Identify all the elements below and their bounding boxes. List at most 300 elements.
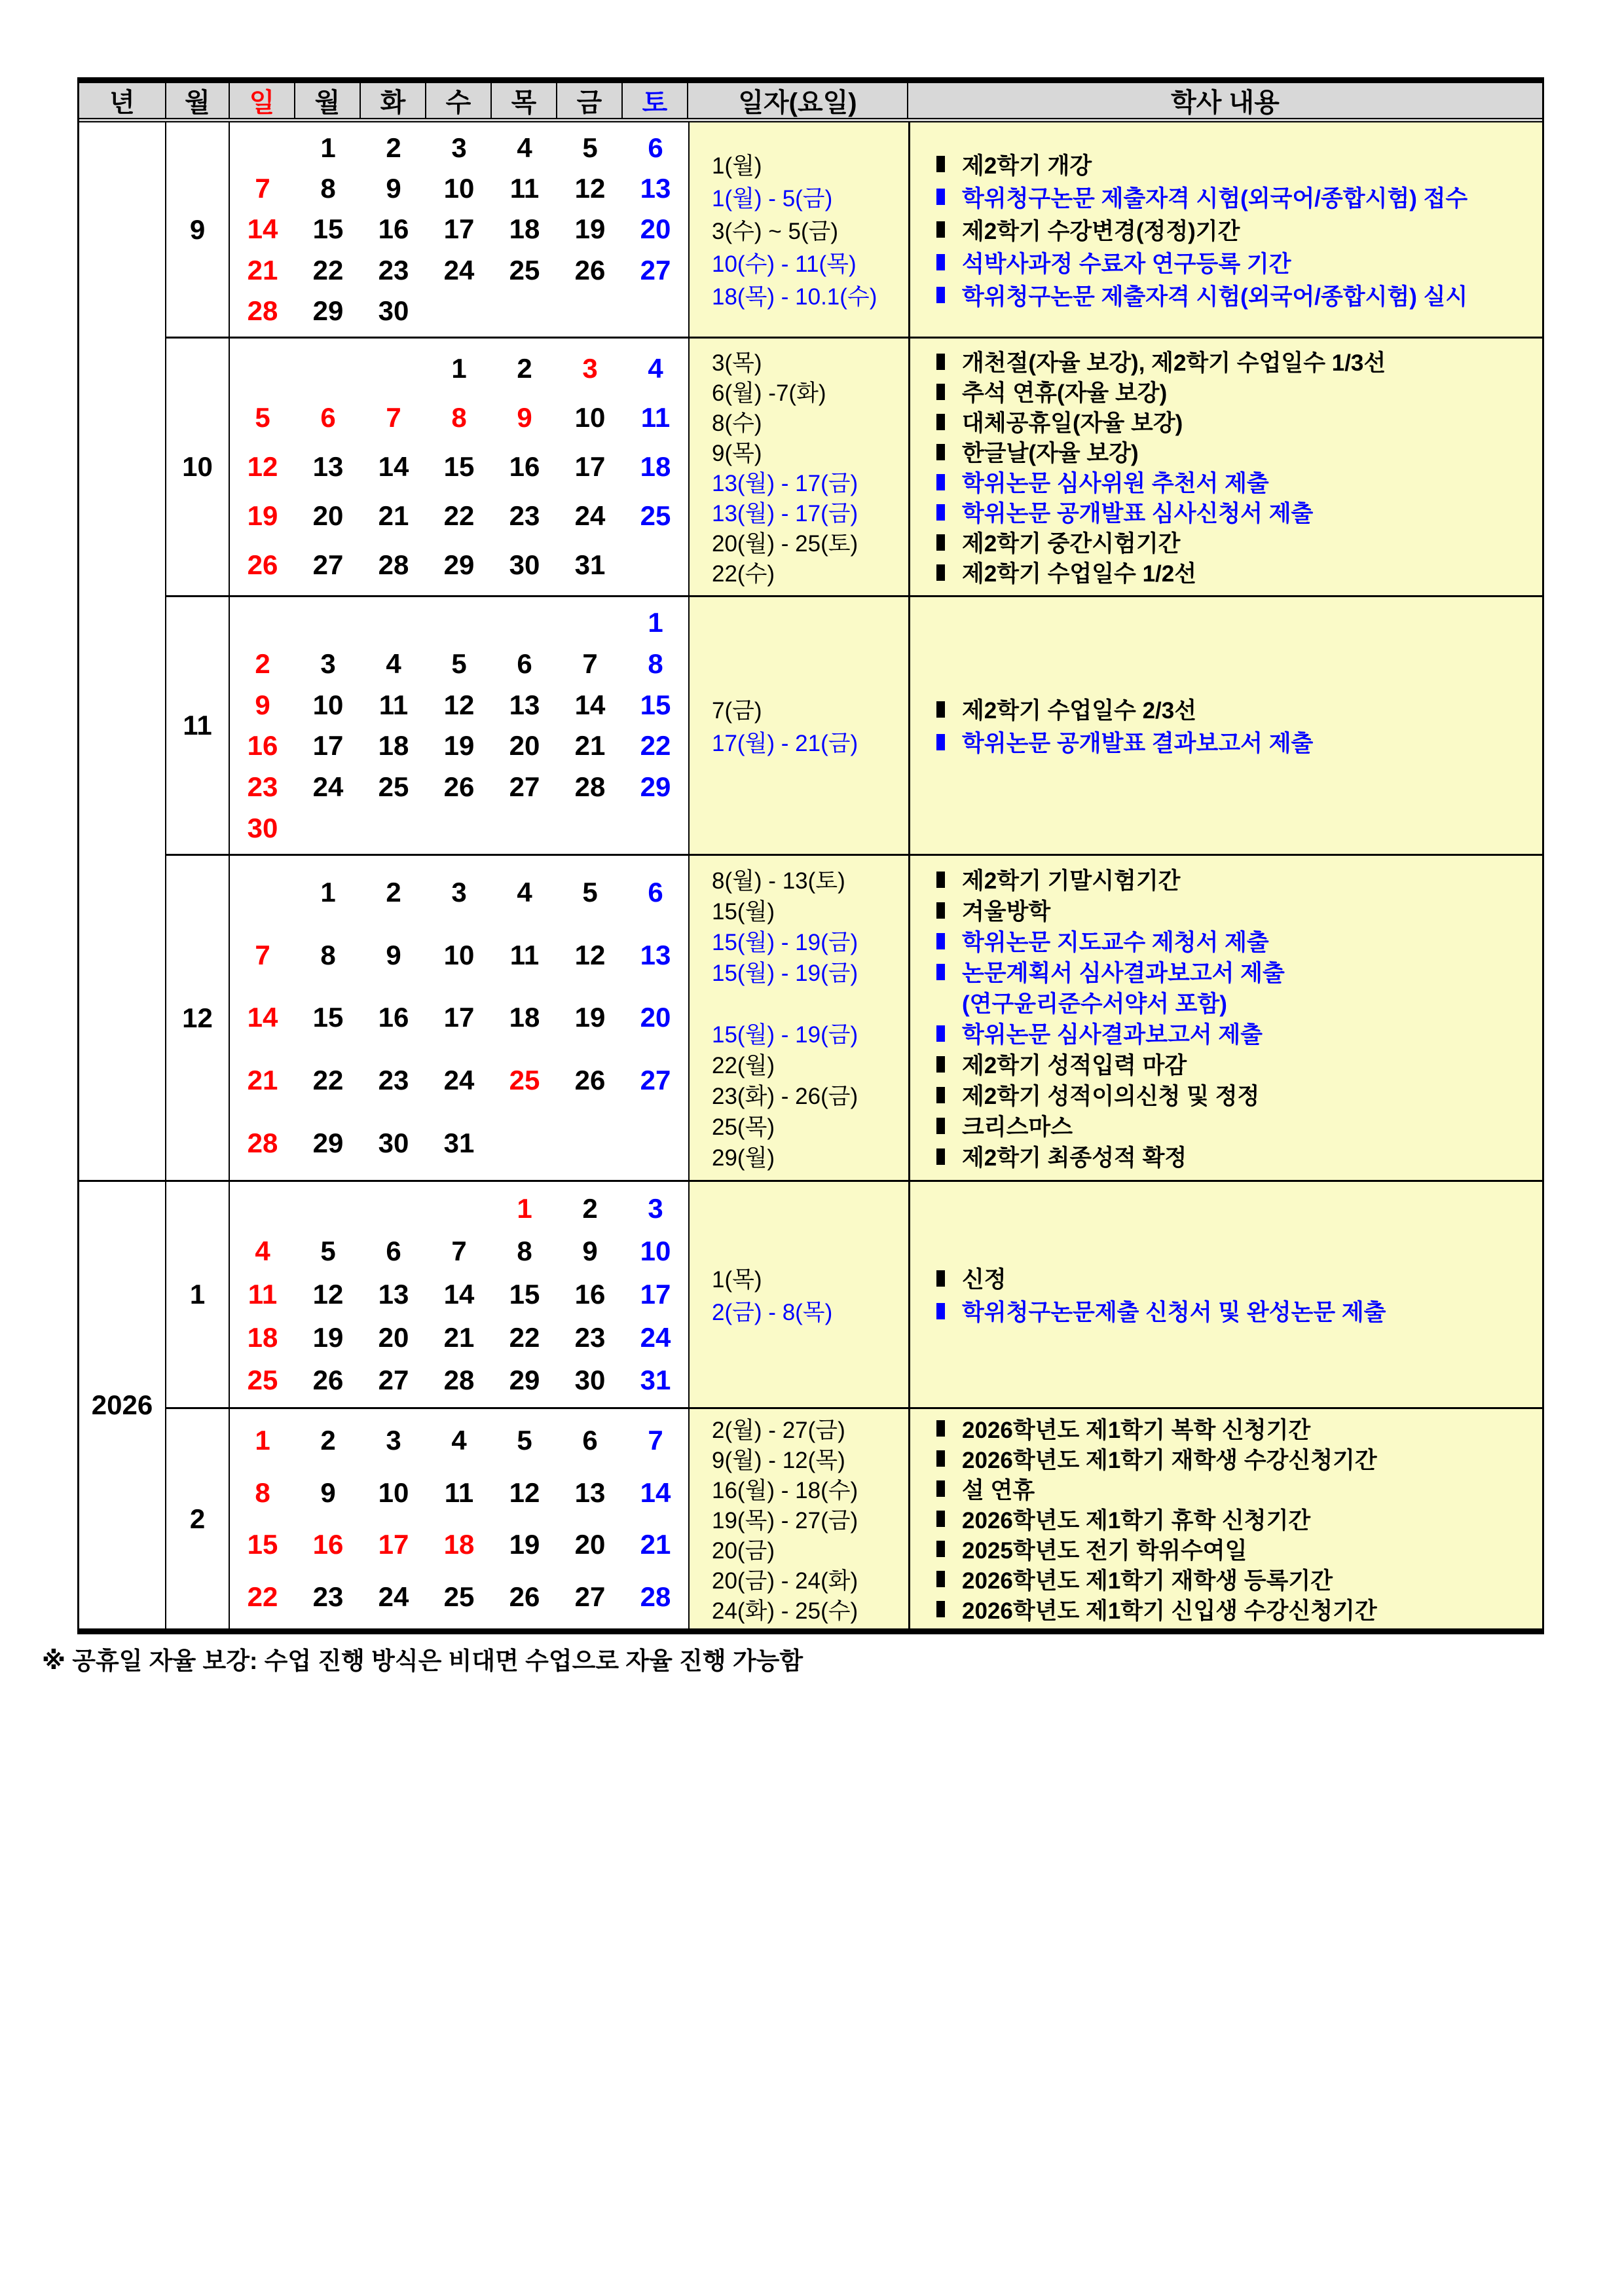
header-friday: 금 <box>557 83 623 118</box>
calendar-day: 11 <box>640 401 671 433</box>
event-text-label: 학위청구논문 제출자격 시험(외국어/종합시험) 접수 <box>962 185 1468 211</box>
calendar-day: 4 <box>648 352 663 384</box>
calendar-day: 12 <box>574 939 606 970</box>
calendar-week <box>230 814 688 843</box>
calendar-day: 5 <box>451 648 467 679</box>
month-label: 12 <box>166 856 230 1180</box>
calendar-day-empty <box>230 134 295 162</box>
event-row <box>690 1141 1542 1172</box>
calendar-day: 20 <box>640 1002 671 1033</box>
calendar-week <box>230 134 688 162</box>
calendar-day: 2 <box>517 352 532 384</box>
calendar-day: 6 <box>648 132 663 164</box>
event-row <box>690 725 1542 758</box>
year-column <box>79 122 166 1628</box>
months-column <box>166 122 1542 1628</box>
calendar-day: 27 <box>312 549 344 581</box>
calendar-week <box>230 731 688 760</box>
event-date: 10(수) - 11(목) <box>712 251 857 277</box>
event-text <box>910 1412 1310 1445</box>
calendar-day: 24 <box>443 1065 475 1096</box>
calendar-day: 4 <box>451 1424 467 1456</box>
event-row <box>690 148 1542 181</box>
calendar-day: 3 <box>320 648 336 679</box>
calendar-day: 20 <box>640 213 671 245</box>
calendar-day: 13 <box>640 939 671 970</box>
event-date: 22(월) <box>712 1053 775 1078</box>
calendar-day: 28 <box>247 1128 278 1159</box>
event-text <box>910 1294 1386 1327</box>
event-row <box>690 1080 1542 1111</box>
bullet-icon <box>936 701 945 718</box>
bullet-icon <box>936 1303 945 1319</box>
event-text-label: 학위논문 공개발표 심사신청서 제출 <box>962 501 1314 526</box>
event-date: 15(월) - 19(금) <box>712 961 858 986</box>
calendar-day: 8 <box>320 173 336 204</box>
calendar-day: 19 <box>247 500 278 532</box>
event-text <box>910 955 1285 988</box>
bullet-icon <box>936 1450 945 1467</box>
header-month: 월 <box>166 83 230 118</box>
event-text <box>910 986 1227 1019</box>
event-row <box>690 926 1542 957</box>
calendar-day: 9 <box>255 689 270 720</box>
calendar-day: 29 <box>312 1128 344 1159</box>
calendar-day: 21 <box>247 254 278 285</box>
calendar-day: 30 <box>378 295 409 326</box>
calendar-day: 1 <box>320 132 336 164</box>
calendar-day: 13 <box>574 1477 606 1508</box>
calendar-week <box>230 941 688 970</box>
bullet-icon <box>936 564 945 581</box>
header-tuesday: 화 <box>361 83 426 118</box>
calendar-day: 22 <box>312 1065 344 1096</box>
calendar-day: 7 <box>582 648 598 679</box>
calendar-day: 25 <box>443 1581 475 1613</box>
event-row <box>690 437 1542 467</box>
calendar-day: 31 <box>574 549 606 581</box>
calendar-week <box>230 1066 688 1095</box>
event-text <box>910 526 1180 559</box>
calendar-grid <box>230 122 688 337</box>
calendar-day: 23 <box>574 1321 606 1353</box>
calendar-day-empty <box>230 354 295 383</box>
event-text <box>910 213 1240 246</box>
month-label: 11 <box>166 597 230 854</box>
header-sunday: 일 <box>230 83 295 118</box>
calendar-week <box>230 1003 688 1032</box>
bullet-icon <box>936 504 945 521</box>
calendar-day: 28 <box>574 771 606 802</box>
calendar-day: 21 <box>640 1529 671 1560</box>
event-date: 2(월) - 27(금) <box>712 1417 845 1443</box>
event-row <box>690 1564 1542 1594</box>
event-text <box>910 148 1092 181</box>
calendar-day: 29 <box>640 771 671 802</box>
event-row <box>690 1414 1542 1444</box>
calendar-day: 29 <box>312 295 344 326</box>
event-date: 13(월) - 17(금) <box>712 471 858 496</box>
calendar-day: 31 <box>640 1365 671 1396</box>
calendar-day: 18 <box>443 1529 475 1560</box>
calendar-day: 7 <box>451 1236 467 1267</box>
calendar-day: 26 <box>443 771 475 802</box>
calendar-week <box>230 608 688 637</box>
event-row <box>690 1474 1542 1504</box>
event-row <box>690 376 1542 407</box>
month-section-9 <box>166 122 1542 337</box>
event-row <box>690 279 1542 312</box>
calendar-day: 14 <box>640 1477 671 1508</box>
event-text <box>910 894 1050 927</box>
calendar-week <box>230 1129 688 1158</box>
calendar-day: 23 <box>509 500 540 532</box>
calendar-grid <box>230 339 688 595</box>
calendar-day: 12 <box>312 1278 344 1310</box>
calendar-day: 19 <box>574 1002 606 1033</box>
bullet-icon <box>936 1025 945 1042</box>
event-date: 7(금) <box>712 698 762 724</box>
calendar-day: 12 <box>247 450 278 482</box>
calendar-day: 2 <box>255 648 270 679</box>
calendar-day: 31 <box>443 1128 475 1159</box>
calendar-day: 3 <box>582 352 598 384</box>
calendar-day: 26 <box>574 254 606 285</box>
calendar-day: 3 <box>451 876 467 908</box>
event-text-label: 신정 <box>962 1267 1006 1293</box>
event-row <box>690 987 1542 1018</box>
event-text <box>910 279 1467 312</box>
event-date: 8(수) <box>712 411 762 436</box>
event-date: 9(월) - 12(목) <box>712 1447 845 1473</box>
calendar-day: 6 <box>320 401 336 433</box>
calendar-day: 16 <box>247 730 278 762</box>
calendar-week <box>230 256 688 285</box>
calendar-day: 10 <box>640 1236 671 1267</box>
calendar-day: 7 <box>255 939 270 970</box>
bullet-icon <box>936 734 945 750</box>
calendar-week <box>230 1237 688 1266</box>
calendar-day: 2 <box>320 1424 336 1456</box>
calendar-day: 26 <box>574 1065 606 1096</box>
event-row <box>690 864 1542 895</box>
column-divider <box>908 597 910 854</box>
bullet-icon <box>936 1511 945 1527</box>
event-text-label: 학위논문 지도교수 제청서 제출 <box>962 930 1269 955</box>
calendar-day-empty <box>230 878 295 907</box>
calendar-day: 18 <box>247 1321 278 1353</box>
event-text-label: 크리스마스 <box>962 1114 1073 1140</box>
event-text-label: 2026학년도 제1학기 신입생 수강신청기간 <box>962 1598 1377 1624</box>
calendar-day: 17 <box>640 1278 671 1310</box>
calendar-day: 14 <box>247 1002 278 1033</box>
bullet-icon <box>936 1270 945 1287</box>
event-text-label: 석박사과정 수료자 연구등록 기간 <box>962 251 1291 277</box>
calendar-week <box>230 354 688 383</box>
calendar-day: 16 <box>378 1002 409 1033</box>
event-text <box>910 1593 1377 1626</box>
event-text-label: 개천절(자율 보강), 제2학기 수업일수 1/3선 <box>962 350 1386 376</box>
calendar-day: 30 <box>574 1365 606 1396</box>
month-events-panel <box>688 1409 1542 1628</box>
bullet-icon <box>936 1087 945 1103</box>
calendar-week <box>230 297 688 325</box>
header-academic-content: 학사 내용 <box>1171 88 1280 117</box>
calendar-day: 30 <box>247 812 278 843</box>
event-row <box>690 213 1542 246</box>
calendar-day: 14 <box>443 1278 475 1310</box>
month-events-panel <box>688 1182 1542 1407</box>
event-date: 3(목) <box>712 350 762 376</box>
column-divider <box>908 339 910 595</box>
calendar-day: 27 <box>509 771 540 802</box>
calendar-day: 9 <box>386 173 401 204</box>
calendar-day: 29 <box>509 1365 540 1396</box>
bullet-icon <box>936 156 945 172</box>
calendar-day: 23 <box>312 1581 344 1613</box>
event-text-label: 제2학기 중간시험기간 <box>962 531 1181 557</box>
bullet-icon <box>936 474 945 490</box>
event-date: 13(월) - 17(금) <box>712 501 858 526</box>
event-text-label: 논문계획서 심사결과보고서 제출 <box>962 961 1285 986</box>
calendar-day: 19 <box>509 1529 540 1560</box>
calendar-day: 5 <box>255 401 270 433</box>
month-section-1 <box>166 1180 1542 1407</box>
event-row <box>690 346 1542 376</box>
event-text-label: 제2학기 수강변경(정정)기간 <box>962 218 1240 244</box>
event-row <box>690 1594 1542 1625</box>
event-text <box>910 725 1313 758</box>
event-text-label: 2026학년도 제1학기 복학 신청기간 <box>962 1417 1311 1443</box>
event-row <box>690 1504 1542 1534</box>
calendar-day: 24 <box>574 500 606 532</box>
column-divider <box>908 122 910 337</box>
calendar-grid <box>230 1409 688 1628</box>
calendar-week <box>230 650 688 678</box>
year-cell-2026: 2026 <box>79 1180 165 1628</box>
event-row <box>690 467 1542 497</box>
calendar-day: 13 <box>312 450 344 482</box>
event-date: 23(화) - 26(금) <box>712 1084 858 1109</box>
event-text-label: 2026학년도 제1학기 재학생 수강신청기간 <box>962 1447 1377 1473</box>
calendar-week <box>230 174 688 203</box>
calendar-day: 3 <box>451 132 467 164</box>
calendar-day: 1 <box>255 1424 270 1456</box>
calendar-day: 15 <box>312 1002 344 1033</box>
calendar-day: 4 <box>255 1236 270 1267</box>
calendar-day-empty <box>295 608 361 637</box>
column-divider <box>908 856 910 1180</box>
calendar-day: 22 <box>640 730 671 762</box>
event-date: 16(월) - 18(수) <box>712 1477 858 1503</box>
calendar-week <box>230 1478 688 1507</box>
calendar-day: 17 <box>378 1529 409 1560</box>
event-row <box>690 1444 1542 1474</box>
calendar-week <box>230 1280 688 1309</box>
calendar-day: 9 <box>320 1477 336 1508</box>
calendar-day: 30 <box>378 1128 409 1159</box>
event-text <box>910 375 1167 408</box>
bullet-icon <box>936 221 945 238</box>
event-row <box>690 181 1542 213</box>
event-text-label: 2025학년도 전기 학위수여일 <box>962 1537 1247 1564</box>
calendar-week <box>230 773 688 801</box>
calendar-day: 22 <box>247 1581 278 1613</box>
event-text <box>910 1262 1006 1294</box>
event-text-label: (연구윤리준수서약서 포함) <box>962 991 1227 1017</box>
event-text <box>910 1109 1073 1142</box>
calendar-day: 10 <box>443 173 475 204</box>
calendar-week <box>230 403 688 432</box>
calendar-day: 17 <box>312 730 344 762</box>
event-row <box>690 1049 1542 1080</box>
header-year: 년 <box>79 83 166 118</box>
event-text-label: 설 연휴 <box>962 1477 1035 1503</box>
month-events-panel <box>688 597 1542 854</box>
event-date: 15(월) <box>712 899 775 925</box>
calendar-day-empty <box>426 1194 492 1223</box>
event-date: 15(월) - 19(금) <box>712 930 858 955</box>
calendar-day: 18 <box>509 1002 540 1033</box>
event-row <box>690 1018 1542 1049</box>
calendar-day: 5 <box>582 876 598 908</box>
event-text-label: 학위논문 공개발표 결과보고서 제출 <box>962 731 1314 756</box>
calendar-day: 8 <box>517 1236 532 1267</box>
calendar-grid <box>230 1182 688 1407</box>
calendar-day: 10 <box>574 401 606 433</box>
calendar-week <box>230 551 688 579</box>
event-row <box>690 557 1542 587</box>
calendar-day-empty <box>230 608 295 637</box>
calendar-day: 21 <box>378 500 409 532</box>
calendar-day: 25 <box>378 771 409 802</box>
event-text <box>910 1563 1333 1596</box>
calendar-day: 27 <box>640 1065 671 1096</box>
calendar-day: 12 <box>509 1477 540 1508</box>
event-text <box>910 1140 1187 1173</box>
calendar-day: 19 <box>312 1321 344 1353</box>
calendar-week <box>230 1583 688 1611</box>
event-text-label: 제2학기 최종성적 확정 <box>962 1145 1187 1171</box>
event-text-label: 추석 연휴(자율 보강) <box>962 380 1168 406</box>
event-text-label: 겨울방학 <box>962 899 1051 925</box>
calendar-day: 6 <box>648 876 663 908</box>
calendar-day: 18 <box>378 730 409 762</box>
calendar-week <box>230 502 688 530</box>
calendar-day: 23 <box>378 254 409 285</box>
calendar-day: 28 <box>247 295 278 326</box>
event-row <box>690 957 1542 987</box>
event-text <box>910 1473 1035 1505</box>
calendar-day: 15 <box>443 450 475 482</box>
calendar-day: 21 <box>443 1321 475 1353</box>
calendar-day: 27 <box>378 1365 409 1396</box>
calendar-day: 30 <box>509 549 540 581</box>
bullet-icon <box>936 964 945 980</box>
calendar-day: 10 <box>312 689 344 720</box>
table-body <box>79 122 1542 1628</box>
calendar-day: 9 <box>386 939 401 970</box>
calendar-day: 7 <box>255 173 270 204</box>
calendar-day: 18 <box>640 450 671 482</box>
header-wednesday: 수 <box>426 83 492 118</box>
bullet-icon <box>936 189 945 205</box>
event-text <box>910 181 1467 213</box>
calendar-week <box>230 1530 688 1559</box>
calendar-day: 11 <box>444 1477 474 1508</box>
event-row <box>690 1111 1542 1141</box>
calendar-day: 3 <box>386 1424 401 1456</box>
calendar-day-empty <box>492 608 557 637</box>
event-text <box>910 345 1386 378</box>
calendar-day: 21 <box>247 1065 278 1096</box>
header-monday: 월 <box>295 83 361 118</box>
calendar-day: 6 <box>386 1236 401 1267</box>
calendar-day: 11 <box>248 1278 278 1310</box>
event-text <box>910 863 1180 896</box>
calendar-day: 5 <box>320 1236 336 1267</box>
calendar-day: 27 <box>640 254 671 285</box>
bullet-icon <box>936 254 945 270</box>
calendar-day: 20 <box>509 730 540 762</box>
calendar-day: 28 <box>640 1581 671 1613</box>
calendar-day: 9 <box>517 401 532 433</box>
event-text <box>910 1503 1310 1535</box>
event-row <box>690 1262 1542 1294</box>
event-text-label: 제2학기 기말시험기간 <box>962 868 1181 894</box>
bullet-icon <box>936 1601 945 1617</box>
event-date: 19(목) - 27(금) <box>712 1507 858 1533</box>
calendar-day: 1 <box>451 352 467 384</box>
calendar-day-empty <box>361 608 426 637</box>
bullet-icon <box>936 444 945 460</box>
event-text <box>910 1017 1263 1050</box>
calendar-week <box>230 1426 688 1455</box>
event-date: 8(월) - 13(토) <box>712 868 845 894</box>
calendar-day: 8 <box>451 401 467 433</box>
event-text <box>910 1048 1187 1080</box>
month-section-2 <box>166 1407 1542 1628</box>
event-date: 18(목) - 10.1(수) <box>712 284 877 310</box>
calendar-day: 26 <box>247 549 278 581</box>
calendar-day: 1 <box>517 1192 532 1224</box>
calendar-day: 26 <box>509 1581 540 1613</box>
event-text <box>910 1078 1259 1111</box>
event-date: 22(수) <box>712 561 775 587</box>
event-row <box>690 497 1542 527</box>
bullet-icon <box>936 534 945 551</box>
table-header-row <box>79 83 1542 122</box>
calendar-week <box>230 878 688 907</box>
calendar-day: 23 <box>247 771 278 802</box>
event-text-label: 제2학기 수업일수 1/2선 <box>962 561 1197 587</box>
calendar-day: 4 <box>517 132 532 164</box>
calendar-day: 14 <box>378 450 409 482</box>
bullet-icon <box>936 1056 945 1073</box>
calendar-week <box>230 691 688 720</box>
month-events-panel <box>688 122 1542 337</box>
calendar-day: 6 <box>517 648 532 679</box>
event-date: 15(월) - 19(금) <box>712 1022 858 1048</box>
event-text <box>910 1442 1377 1475</box>
month-label: 9 <box>166 122 230 337</box>
calendar-day: 23 <box>378 1065 409 1096</box>
bullet-icon <box>936 354 945 370</box>
calendar-day: 20 <box>312 500 344 532</box>
calendar-day: 21 <box>574 730 606 762</box>
event-text <box>910 925 1269 957</box>
event-text-label: 학위논문 심사위원 추천서 제출 <box>962 471 1269 496</box>
